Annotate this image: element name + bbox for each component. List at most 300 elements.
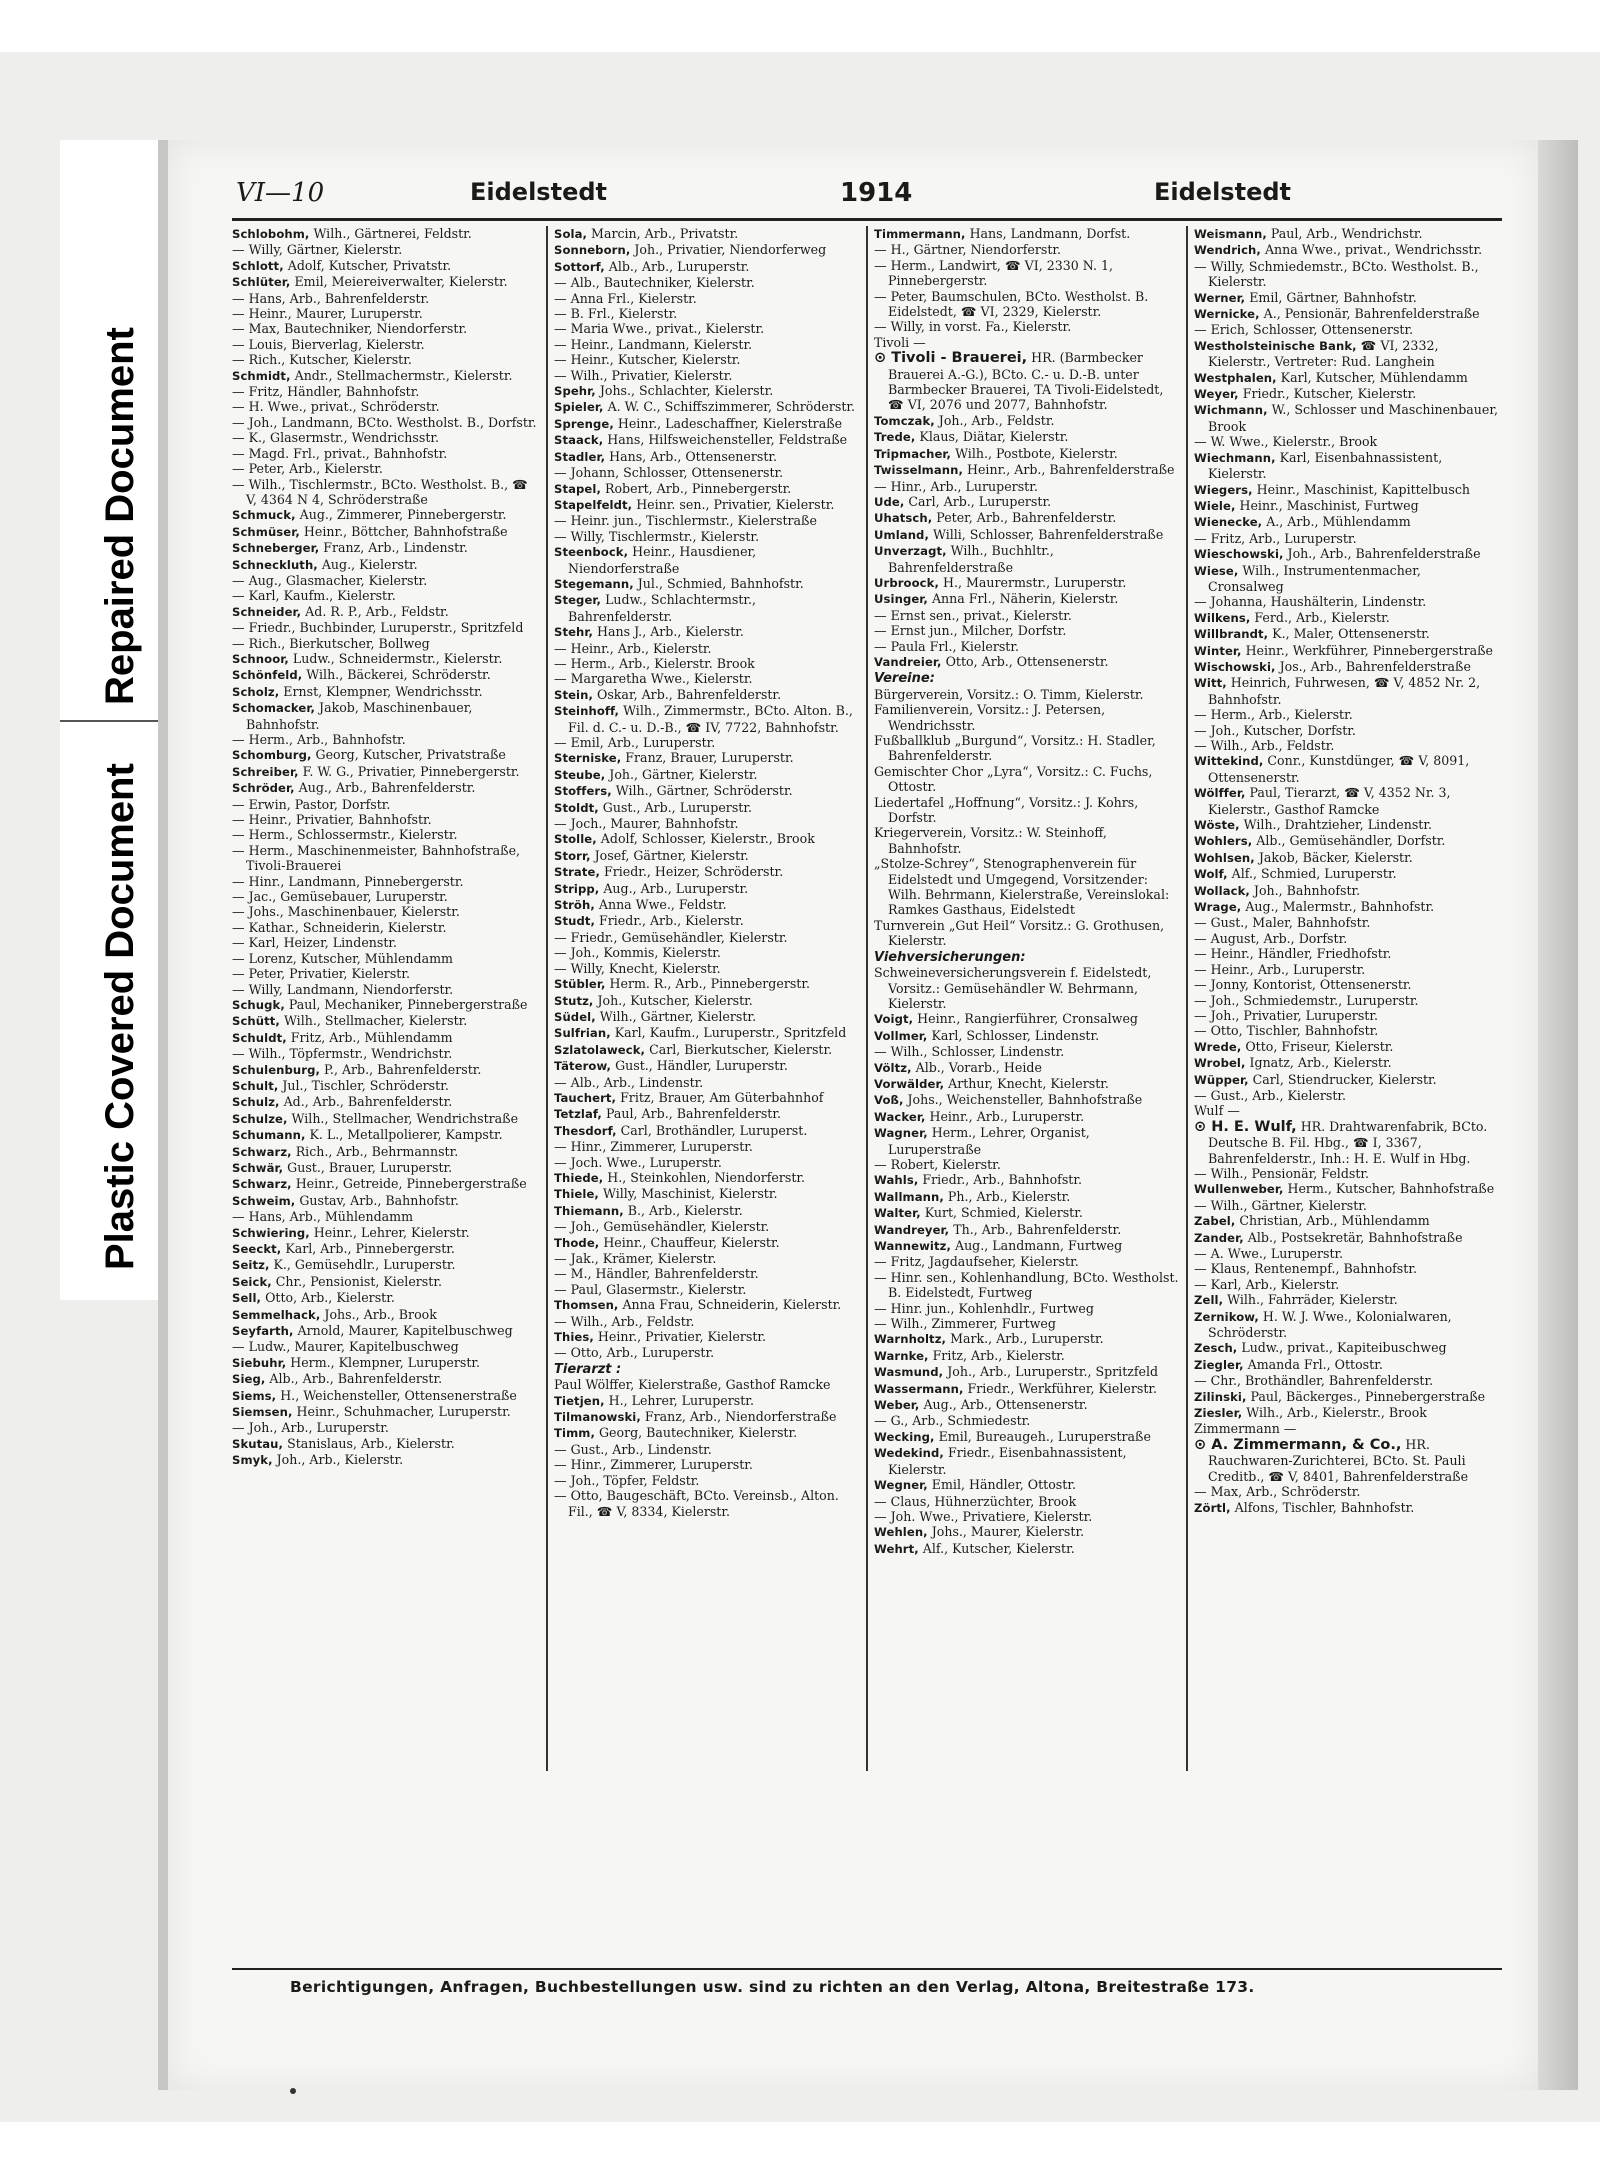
directory-entry [554, 242, 860, 258]
directory-entry [874, 1092, 1180, 1108]
directory-entry [1194, 946, 1500, 961]
directory-entry [1194, 594, 1500, 609]
entry-name: Schnoor, [232, 651, 289, 666]
directory-entry [1194, 785, 1500, 817]
entry-details: Herm., Lehrer, Organist, Luruperstraße [888, 1125, 1090, 1157]
entry-details: Alf., Kutscher, Kielerstr. [922, 1540, 1075, 1556]
directory-entry [554, 352, 860, 367]
entry-details: Heinr., Privatier, Kielerstr. [597, 1329, 767, 1345]
entry-name: Wiechmann, [1194, 450, 1276, 465]
directory-entry [1194, 386, 1500, 402]
directory-entry [1194, 498, 1500, 514]
header-place-right: Eidelstedt [1154, 178, 1291, 206]
entry-details: — Hans, Arb., Mühlendamm [232, 1209, 414, 1225]
entry-details: Aug., Landmann, Furtweg [954, 1238, 1123, 1253]
entry-details: — Aug., Glasmacher, Kielerstr. [232, 572, 428, 588]
entry-details: Friedr., Kutscher, Kielerstr. [1242, 386, 1417, 402]
directory-entry [232, 1144, 538, 1160]
entry-details: — K., Glasermstr., Wendrichsstr. [232, 430, 440, 446]
footer-rule [232, 1968, 1502, 1970]
directory-entry [232, 1062, 538, 1078]
directory-entry [232, 1323, 538, 1339]
directory-entry [874, 1222, 1180, 1238]
directory-entry [232, 540, 538, 556]
entry-details: Th., Arb., Bahrenfelderstr. [953, 1221, 1122, 1237]
entry-details: — Lorenz, Kutscher, Mühlendamm [232, 950, 453, 966]
entry-details: Zimmermann — [1194, 1421, 1297, 1437]
entry-details: — Peter, Arb., Kielerstr. [232, 461, 383, 477]
directory-entry [232, 1371, 538, 1387]
directory-entry [554, 1186, 860, 1202]
entry-details: Heinr., Schuhmacher, Luruperstr. [296, 1404, 511, 1420]
entry-details: — Herm., Arb., Bahnhofstr. [232, 732, 406, 747]
entry-name: Schneberger, [232, 541, 320, 556]
entry-name: Schomburg, [232, 748, 312, 763]
entry-name: Stoffers, [554, 784, 612, 799]
directory-entry [554, 1457, 860, 1472]
directory-entry [874, 1524, 1180, 1540]
entry-name: Schmüser, [232, 524, 300, 539]
directory-entry [874, 1157, 1180, 1172]
entry-details: — M., Händler, Bahrenfelderstr. [554, 1266, 759, 1282]
directory-entry [232, 1078, 538, 1094]
directory-entry [1194, 1119, 1500, 1166]
entry-name: Schneider, [232, 604, 302, 619]
entry-details: Heinr., Arb., Bahrenfelderstraße [967, 462, 1175, 478]
directory-entry [1194, 1213, 1500, 1229]
entry-details: Wulf — [1194, 1103, 1240, 1119]
entry-details: Familienverein, Vorsitz.: J. Petersen, Wendrichsstr. [874, 702, 1106, 733]
entry-details: Jakob, Bäcker, Kielerstr. [1258, 849, 1413, 865]
directory-entry [554, 275, 860, 290]
entry-details: Ignatz, Arb., Kielerstr. [1249, 1055, 1392, 1071]
entry-details: — Alb., Bautechniker, Kielerstr. [554, 275, 755, 291]
directory-entry [1194, 883, 1500, 899]
entry-name: Warnke, [874, 1348, 929, 1363]
directory-entry [1194, 1230, 1500, 1246]
column-4 [1194, 226, 1500, 1776]
directory-entry [874, 462, 1180, 478]
entry-name: Schröder, [232, 781, 295, 796]
entry-name: Vollmer, [874, 1028, 928, 1043]
directory-entry [232, 1274, 538, 1290]
section-title: Viehversicherungen: [874, 949, 1026, 965]
entry-details: Carl, Brothändler, Luruperst. [620, 1122, 808, 1138]
directory-entry [874, 1044, 1180, 1059]
entry-details: — Wilh., Gärtner, Kielerstr. [1194, 1197, 1367, 1213]
entry-details: — Joh., Schmiedemstr., Luruperstr. [1194, 992, 1419, 1008]
entry-details: — Willy, Tischlermstr., Kielerstr. [554, 528, 760, 544]
entry-name: Schulz, [232, 1095, 280, 1110]
entry-details: — Fritz, Jagdaufseher, Kielerstr. [874, 1254, 1079, 1270]
entry-details: — Herm., Landwirt, ☎ VI, 2330 N. 1, Pinnebergerstr. [874, 257, 1113, 289]
entry-name: Zörtl, [1194, 1500, 1231, 1515]
directory-entry [554, 306, 860, 321]
entry-details: — Hans, Arb., Bahrenfelderstr. [232, 290, 430, 306]
entry-details: — B. Frl., Kielerstr. [554, 306, 678, 322]
entry-name: Schmidt, [232, 368, 291, 383]
entry-details: Bürgerverein, Vorsitz.: O. Timm, Kielerstr. [874, 686, 1144, 702]
entry-details: Hans, Landmann, Dorfst. [969, 226, 1131, 241]
header-place-left: Eidelstedt [470, 178, 607, 206]
entry-details: A., Pensionär, Bahrenfelderstraße [1263, 306, 1480, 322]
entry-name: Schwär, [232, 1160, 284, 1175]
entry-details: — Hinr., Zimmerer, Luruperstr. [554, 1457, 753, 1473]
entry-details: — Gust., Arb., Lindenstr. [554, 1441, 712, 1457]
entry-name: Sola, [554, 227, 588, 241]
directory-entry [554, 624, 860, 640]
directory-entry [554, 544, 860, 576]
entry-name: Schulze, [232, 1111, 288, 1126]
entry-name: Zernikow, [1194, 1309, 1259, 1324]
entry-details: A. W. C., Schiffszimmerer, Schröderstr. [607, 399, 856, 415]
directory-entry [232, 636, 538, 651]
entry-details: HR. Drahtwarenfabrik, BCto. Deutsche B. Fil. Hbg., ☎ I, 3367, Bahrenfelderstr., Inh.: H. E. Wulf in Hbg. [1208, 1118, 1488, 1166]
directory-entry [1194, 482, 1500, 498]
entry-details: Gust., Händler, Luruperstr. [615, 1058, 788, 1074]
directory-entry [1194, 1357, 1500, 1373]
entry-name: Weber, [874, 1398, 920, 1413]
directory-entry [1194, 738, 1500, 753]
directory-entry [232, 524, 538, 540]
directory-entry [874, 1316, 1180, 1331]
entry-name: Ziesler, [1194, 1406, 1243, 1421]
entry-name: Warnholtz, [874, 1332, 947, 1347]
directory-entry [554, 1473, 860, 1488]
entry-name: Tauchert, [554, 1090, 617, 1105]
entry-name: Staack, [554, 433, 604, 448]
directory-entry [232, 1257, 538, 1273]
directory-entry [554, 576, 860, 592]
entry-details: Franz, Arb., Lindenstr. [323, 540, 468, 556]
entry-details: Adolf, Schlosser, Kielerstr., Brook [600, 831, 815, 847]
directory-entry [1194, 290, 1500, 306]
entry-details: — Wilh., Tischlermstr., BCto. Westholst. B., ☎ V, 4364 N 4, Schröderstraße [232, 476, 528, 507]
entry-details: — Hinr., Landmann, Pinnebergerstr. [232, 873, 464, 889]
entry-name: Steger, [554, 593, 602, 608]
entry-details: Herm. R., Arb., Pinnebergerstr. [609, 976, 811, 992]
entry-name: Urbroock, [874, 575, 939, 590]
entry-details: H., Lehrer, Luruperstr. [608, 1392, 754, 1408]
entry-name: Wilkens, [1194, 610, 1251, 625]
entry-name: Wegner, [874, 1478, 928, 1493]
directory-entry [1194, 1072, 1500, 1088]
entry-details: Fritz, Arb., Mühlendamm [290, 1029, 453, 1045]
directory-entry [554, 1058, 860, 1074]
entry-details: — Wilh., Arb., Feldstr. [1194, 738, 1335, 753]
directory-entry [232, 573, 538, 588]
entry-details: Aug., Arb., Luruperstr. [603, 880, 749, 896]
directory-entry [1194, 675, 1500, 707]
entry-details: — Ludw., Maurer, Kapitelbuschweg [232, 1339, 459, 1355]
entry-details: Otto, Friseur, Kielerstr. [1245, 1038, 1394, 1054]
entry-name: Wassermann, [874, 1381, 964, 1396]
directory-entry [1194, 1389, 1500, 1405]
entry-details: — W. Wwe., Kielerstr., Brook [1194, 434, 1378, 450]
entry-details: Wilh., Postbote, Kielerstr. [955, 445, 1118, 461]
entry-details: Heinr., Maschinist, Kapittelbusch [1256, 481, 1470, 497]
entry-name: Zesch, [1194, 1341, 1238, 1356]
entry-details: — Karl, Arb., Kielerstr. [1194, 1276, 1340, 1292]
entry-name: Schlott, [232, 258, 284, 273]
entry-details: Fritz, Arb., Kielerstr. [932, 1347, 1065, 1363]
directory-entry [232, 1111, 538, 1127]
entry-name: Walter, [874, 1206, 921, 1221]
directory-entry [232, 306, 538, 321]
entry-name: Winter, [1194, 643, 1242, 658]
directory-entry [232, 797, 538, 812]
entry-name: Wahls, [874, 1173, 919, 1188]
directory-entry [1194, 322, 1500, 337]
entry-name: Steinhoff, [554, 704, 620, 719]
entry-name: Schmuck, [232, 508, 296, 523]
entry-details: Heinr. sen., Privatier, Kielerstr. [636, 496, 835, 512]
entry-details: — Otto, Tischler, Bahnhofstr. [1194, 1023, 1379, 1039]
entry-details: — Joh., Kommis, Kielerstr. [554, 945, 721, 961]
entry-details: — Hinr. jun., Kohlenhdlr., Furtweg [874, 1300, 1094, 1316]
directory-entry [874, 1331, 1180, 1347]
entry-details: — Friedr., Buchbinder, Luruperstr., Spritzfeld [232, 620, 524, 636]
entry-details: — Wilh., Pensionär, Feldstr. [1194, 1165, 1370, 1181]
entry-name: Studt, [554, 914, 595, 929]
entry-details: Ad., Arb., Bahrenfelderstr. [283, 1094, 453, 1110]
entry-details: Jos., Arb., Bahrenfelderstraße [1279, 658, 1471, 674]
entry-name: Schwiering, [232, 1225, 310, 1240]
entry-name: Wolf, [1194, 867, 1228, 882]
directory-entry [554, 993, 860, 1009]
directory-entry [232, 242, 538, 257]
directory-entry [232, 764, 538, 780]
directory-entry [554, 913, 860, 929]
entry-details: Alb., Arb., Bahrenfelderstr. [269, 1371, 443, 1387]
entry-details: Karl, Kutscher, Mühlendamm [1280, 369, 1468, 385]
directory-entry [232, 258, 538, 274]
directory-entry [874, 242, 1180, 257]
entry-details: Anna Frau, Schneiderin, Kielerstr. [622, 1297, 842, 1313]
entry-name: Wagner, [874, 1126, 928, 1141]
entry-name: ⊙ H. E. Wulf, [1194, 1118, 1297, 1135]
entry-details: — Heinr., Arb., Luruperstr. [1194, 961, 1366, 977]
directory-entry [232, 700, 538, 732]
entry-details: Fußballklub „Burgund“, Vorsitz.: H. Stadler, Bahrenfelderstr. [874, 733, 1156, 764]
directory-entry [232, 874, 538, 889]
directory-entry [554, 1282, 860, 1297]
directory-entry [1194, 1039, 1500, 1055]
header-rule [232, 218, 1502, 221]
entry-name: Wienecke, [1194, 515, 1263, 530]
entry-details: B., Arb., Kielerstr. [627, 1202, 743, 1218]
entry-name: Ude, [874, 494, 905, 509]
directory-entry [554, 432, 860, 448]
directory-entry [1194, 643, 1500, 659]
entry-name: Stadler, [554, 449, 606, 464]
entry-details: — Jak., Krämer, Kielerstr. [554, 1251, 717, 1266]
entry-details: — Joh., Kutscher, Dorfstr. [1194, 722, 1356, 738]
entry-details: Friedr., Eisenbahnassistent, Kielerstr. [888, 1445, 1127, 1477]
entry-details: Rich., Arb., Behrmannstr. [295, 1143, 459, 1159]
entry-details: Jakob, Maschinenbauer, Bahnhofstr. [246, 700, 473, 732]
entry-details: Heinrich, Fuhrwesen, ☎ V, 4852 Nr. 2, Bahnhofstr. [1208, 675, 1481, 707]
entry-name: Ziegler, [1194, 1357, 1244, 1372]
directory-entry [874, 795, 1180, 826]
entry-name: Schuldt, [232, 1030, 287, 1045]
entry-name: Usinger, [874, 592, 928, 607]
entry-name: Scholz, [232, 684, 280, 699]
entry-details: Franz, Brauer, Luruperstr. [625, 750, 794, 766]
entry-name: Stripp, [554, 881, 600, 896]
entry-details: Alb., Gemüsehändler, Dorfstr. [1256, 833, 1446, 849]
directory-entry [1194, 531, 1500, 546]
entry-details: Heinr., Werkführer, Pinnebergerstraße [1245, 642, 1493, 658]
entry-details: Anna Wwe., Feldstr. [598, 897, 727, 913]
directory-entry [232, 430, 538, 445]
entry-details: Hans J., Arb., Kielerstr. [597, 624, 744, 640]
directory-entry [554, 383, 860, 399]
entry-name: Thiemann, [554, 1203, 624, 1218]
directory-entry [1194, 1103, 1500, 1118]
entry-name: Steenbock, [554, 545, 629, 560]
directory-entry [554, 513, 860, 528]
entry-name: Wehrt, [874, 1541, 919, 1556]
entry-details: — Rich., Kutscher, Kielerstr. [232, 352, 412, 368]
entry-name: Wischowski, [1194, 659, 1276, 674]
entry-details: Willy, Maschinist, Kielerstr. [602, 1186, 778, 1202]
entry-details: Paul Wölffer, Kielerstraße, Gasthof Ramcke [554, 1377, 831, 1393]
entry-details: Willi, Schlosser, Bahrenfelderstraße [932, 526, 1164, 542]
entry-name: Seyfarth, [232, 1324, 294, 1339]
entry-details: — Heinr., Händler, Friedhofstr. [1194, 946, 1392, 962]
section-heading [874, 949, 1180, 965]
entry-details: — Karl, Kaufm., Kielerstr. [232, 588, 396, 604]
entry-name: Weyer, [1194, 387, 1239, 402]
directory-entry [232, 274, 538, 290]
entry-details: — Hinr., Zimmerer, Luruperstr. [554, 1139, 753, 1155]
entry-name: Skutau, [232, 1436, 284, 1451]
directory-entry [1194, 1405, 1500, 1421]
entry-details: — Erich, Schlosser, Ottensenerstr. [1194, 322, 1414, 338]
entry-details: Georg, Kutscher, Privatstraße [315, 747, 506, 763]
directory-entry [874, 429, 1180, 445]
entry-name: Stegemann, [554, 576, 634, 591]
entry-details: Ludw., Schneidermstr., Kielerstr. [292, 650, 503, 666]
entry-details: — Jonny, Kontorist, Ottensenerstr. [1194, 977, 1412, 993]
directory-entry [1194, 434, 1500, 449]
directory-entry [1194, 226, 1500, 242]
directory-entry [554, 831, 860, 847]
section-title: Tierarzt : [554, 1361, 622, 1377]
directory-entry [874, 1205, 1180, 1221]
entry-name: Unverzagt, [874, 544, 947, 559]
directory-entry [1194, 338, 1500, 370]
directory-entry [554, 1409, 860, 1425]
entry-details: Heinr., Hausdiener, Niendorferstraße [568, 544, 757, 576]
entry-details: Conr., Kunstdünger, ☎ V, 8091, Ottensenerstr. [1208, 753, 1470, 785]
directory-entry [554, 368, 860, 383]
entry-details: — Gust., Maler, Bahnhofstr. [1194, 915, 1371, 931]
directory-entry [232, 352, 538, 367]
entry-details: Schweineversicherungsverein f. Eidelstedt, Vorsitz.: Gemüsehändler W. Behrmann, Kielerstr. [874, 965, 1152, 1011]
directory-entry [232, 446, 538, 461]
entry-name: Wrage, [1194, 900, 1242, 915]
entry-name: Siemsen, [232, 1405, 293, 1420]
directory-entry [554, 864, 860, 880]
directory-entry [1194, 1246, 1500, 1261]
directory-entry [874, 1445, 1180, 1477]
directory-entry [874, 623, 1180, 638]
directory-entry [874, 1109, 1180, 1125]
directory-entry [232, 651, 538, 667]
directory-entry [232, 951, 538, 966]
entry-details: — Robert, Kielerstr. [874, 1156, 1001, 1172]
entry-name: Wohlers, [1194, 834, 1253, 849]
entry-details: Alb., Vorarb., Heide [915, 1059, 1042, 1075]
directory-entry [874, 1397, 1180, 1413]
directory-entry [232, 1290, 538, 1306]
entry-name: Timmermann, [874, 227, 966, 241]
directory-entry [874, 1413, 1180, 1428]
directory-entry [1194, 962, 1500, 977]
entry-details: — Erwin, Pastor, Dorfstr. [232, 796, 391, 812]
directory-entry [554, 687, 860, 703]
directory-entry [232, 1339, 538, 1354]
entry-name: Witt, [1194, 676, 1227, 691]
directory-entry [554, 848, 860, 864]
entry-name: Täterow, [554, 1059, 612, 1074]
entry-name: Wüpper, [1194, 1072, 1249, 1087]
directory-entry [554, 1155, 860, 1170]
directory-entry [554, 416, 860, 432]
entry-name: Wehlen, [874, 1525, 928, 1540]
entry-name: Vorwälder, [874, 1076, 945, 1091]
entry-details: Andr., Stellmachermstr., Kielerstr. [294, 367, 513, 383]
entry-details: — Willy, Knecht, Kielerstr. [554, 960, 721, 976]
entry-details: Jul., Tischler, Schröderstr. [282, 1077, 449, 1093]
directory-entry [874, 654, 1180, 670]
entry-details: Herm., Klempner, Luruperstr. [290, 1354, 481, 1370]
entry-details: Fritz, Brauer, Am Güterbahnhof [620, 1089, 824, 1105]
entry-name: Stehr, [554, 625, 594, 640]
entry-details: W., Schlosser und Maschinenbauer, Brook [1208, 402, 1498, 434]
page-number: VI—10 [236, 178, 325, 208]
directory-entry [1194, 1023, 1500, 1038]
directory-entry [1194, 1421, 1500, 1436]
entry-details: Herm., Kutscher, Bahnhofstraße [1287, 1181, 1495, 1197]
directory-entry [874, 1028, 1180, 1044]
entry-name: Westholsteinische Bank, [1194, 338, 1357, 353]
directory-entry [554, 1266, 860, 1281]
directory-entry [232, 1452, 538, 1468]
entry-details: — G., Arb., Schmiedestr. [874, 1413, 1031, 1429]
directory-entry [874, 825, 1180, 856]
directory-entry [874, 1301, 1180, 1316]
entry-details: Heinr., Ladeschaffner, Kielerstraße [617, 415, 843, 431]
entry-details: — Claus, Hühnerzüchter, Brook [874, 1493, 1077, 1509]
entry-name: Willbrandt, [1194, 627, 1269, 642]
directory-entry [1194, 899, 1500, 915]
directory-entry [874, 1541, 1180, 1557]
entry-name: Stoldt, [554, 800, 599, 815]
directory-entry [554, 497, 860, 513]
directory-entry [554, 1106, 860, 1122]
entry-name: Schumann, [232, 1128, 306, 1143]
directory-entry [554, 226, 860, 242]
entry-name: Strate, [554, 865, 600, 880]
column-1 [232, 226, 538, 1776]
directory-entry [1194, 563, 1500, 595]
entry-details: Joh., Arb., Luruperstr., Spritzfeld [947, 1364, 1159, 1380]
directory-entry [232, 399, 538, 414]
directory-entry [1194, 1500, 1500, 1516]
